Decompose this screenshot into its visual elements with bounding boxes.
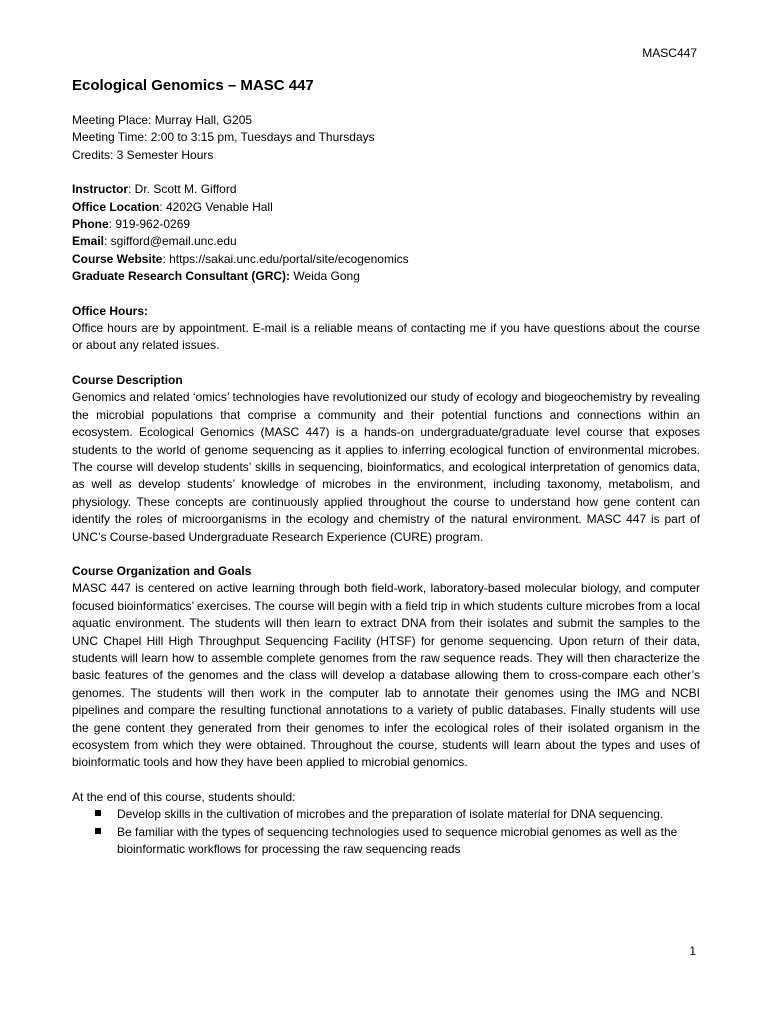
list-item xyxy=(72,824,700,859)
email-value[interactable]: : sgifford@email.unc.edu xyxy=(104,234,237,249)
goal-text: Develop skills in the cultivation of microbes and the preparation of isolate material for DNA sequencing. xyxy=(117,807,664,822)
office-hours-section xyxy=(72,303,700,355)
course-description-text: Genomics and related ‘omics’ technologies have revolutionized our study of ecology and biogeochemistry by revealing the microbial populations that comprise a community and their potential functions and connections within an ecosystem. Ecological Genomics (MASC 447) is a hands-on undergraduate/graduate level course that exposes students to the world of genome sequencing as it applies to inferring ecological function of environmental microbes. The course will develop students’ skills in sequencing, bioinformatics, and ecological interpretation of genomics data, as well as develop students’ knowledge of microbes in the environment, including taxonomy, metabolism, and physiology. These concepts are continuously applied throughout the course to understand how gene content can identify the roles of microorganisms in the ecology and chemistry of the natural environment. MASC 447 is part of UNC’s Course-based Undergraduate Research Experience (CURE) program. xyxy=(72,390,700,544)
meeting-info xyxy=(72,112,700,164)
office-hours-text: Office hours are by appointment. E-mail is a reliable means of contacting me if you have questions about the course or about any related issues. xyxy=(72,321,700,353)
phone-value: : 919-962-0269 xyxy=(108,217,191,232)
course-website-line xyxy=(72,251,700,268)
phone-label: Phone xyxy=(72,217,109,232)
course-organization-section xyxy=(72,563,700,772)
course-website-label: Course Website xyxy=(72,251,163,266)
email-label: Email xyxy=(72,234,105,249)
page-number: 1 xyxy=(689,944,696,958)
square-bullet-icon xyxy=(95,828,101,834)
course-website-value[interactable]: : https://sakai.unc.edu/portal/site/ecogenomics xyxy=(162,251,409,266)
meeting-time: Meeting Time: 2:00 to 3:15 pm, Tuesdays and Thursdays xyxy=(72,130,375,145)
document-content xyxy=(72,76,700,875)
course-description-heading: Course Description xyxy=(72,372,183,387)
phone-line xyxy=(72,216,700,233)
list-item xyxy=(72,806,700,823)
instructor-line xyxy=(72,181,700,198)
goals-intro: At the end of this course, students should: xyxy=(72,789,296,804)
header-course-code: MASC447 xyxy=(642,46,697,60)
goals-list xyxy=(72,806,700,858)
email-line xyxy=(72,233,700,250)
goals-section xyxy=(72,789,700,859)
square-bullet-icon xyxy=(95,810,101,816)
office-location-label: Office Location xyxy=(72,199,160,214)
grc-label: Graduate Research Consultant (GRC): xyxy=(72,269,291,284)
course-organization-heading: Course Organization and Goals xyxy=(72,563,252,578)
credits: Credits: 3 Semester Hours xyxy=(72,147,214,162)
goal-text: Be familiar with the types of sequencing technologies used to sequence microbial genomes as well as the bioinformatic workflows for processing the raw sequencing reads xyxy=(117,824,678,857)
grc-line xyxy=(72,268,700,285)
course-organization-text: MASC 447 is centered on active learning through both field-work, laboratory-based molecular biology, and computer focused bioinformatics’ exercises. The course will begin with a field trip in which students culture microbes from a local aquatic environment. The students will then learn to extract DNA from their isolates and submit the samples to the UNC Chapel Hill High Throughput Sequencing Facility (HTSF) for genome sequencing. Upon return of their data, students will learn how to assemble complete genomes from the raw sequence reads. They will then characterize the basic features of the genomes and the class will develop a database allowing them to cross-compare each other’s genomes. The students will then work in the computer lab to annotate their genomes using the IMG and NCBI pipelines and compare the resulting functional annotations to a variety of public databases. Finally students will use the gene content they generated from their genomes to infer the ecological roles of their isolated organism in the ecosystem from which they were obtained. Throughout the course, students will learn about the types and uses of bioinformatic tools and how they have been applied to microbial genomics. xyxy=(72,581,700,770)
office-hours-heading: Office Hours: xyxy=(72,303,149,318)
meeting-place: Meeting Place: Murray Hall, G205 xyxy=(72,113,253,127)
instructor-info xyxy=(72,181,700,285)
course-description-section xyxy=(72,372,700,546)
page-title: Ecological Genomics – MASC 447 xyxy=(72,77,314,94)
grc-value: Weida Gong xyxy=(290,269,360,284)
instructor-label: Instructor xyxy=(72,182,129,197)
instructor-value: : Dr. Scott M. Gifford xyxy=(128,182,237,197)
office-location-line xyxy=(72,199,700,216)
office-location-value: : 4202G Venable Hall xyxy=(159,199,273,214)
